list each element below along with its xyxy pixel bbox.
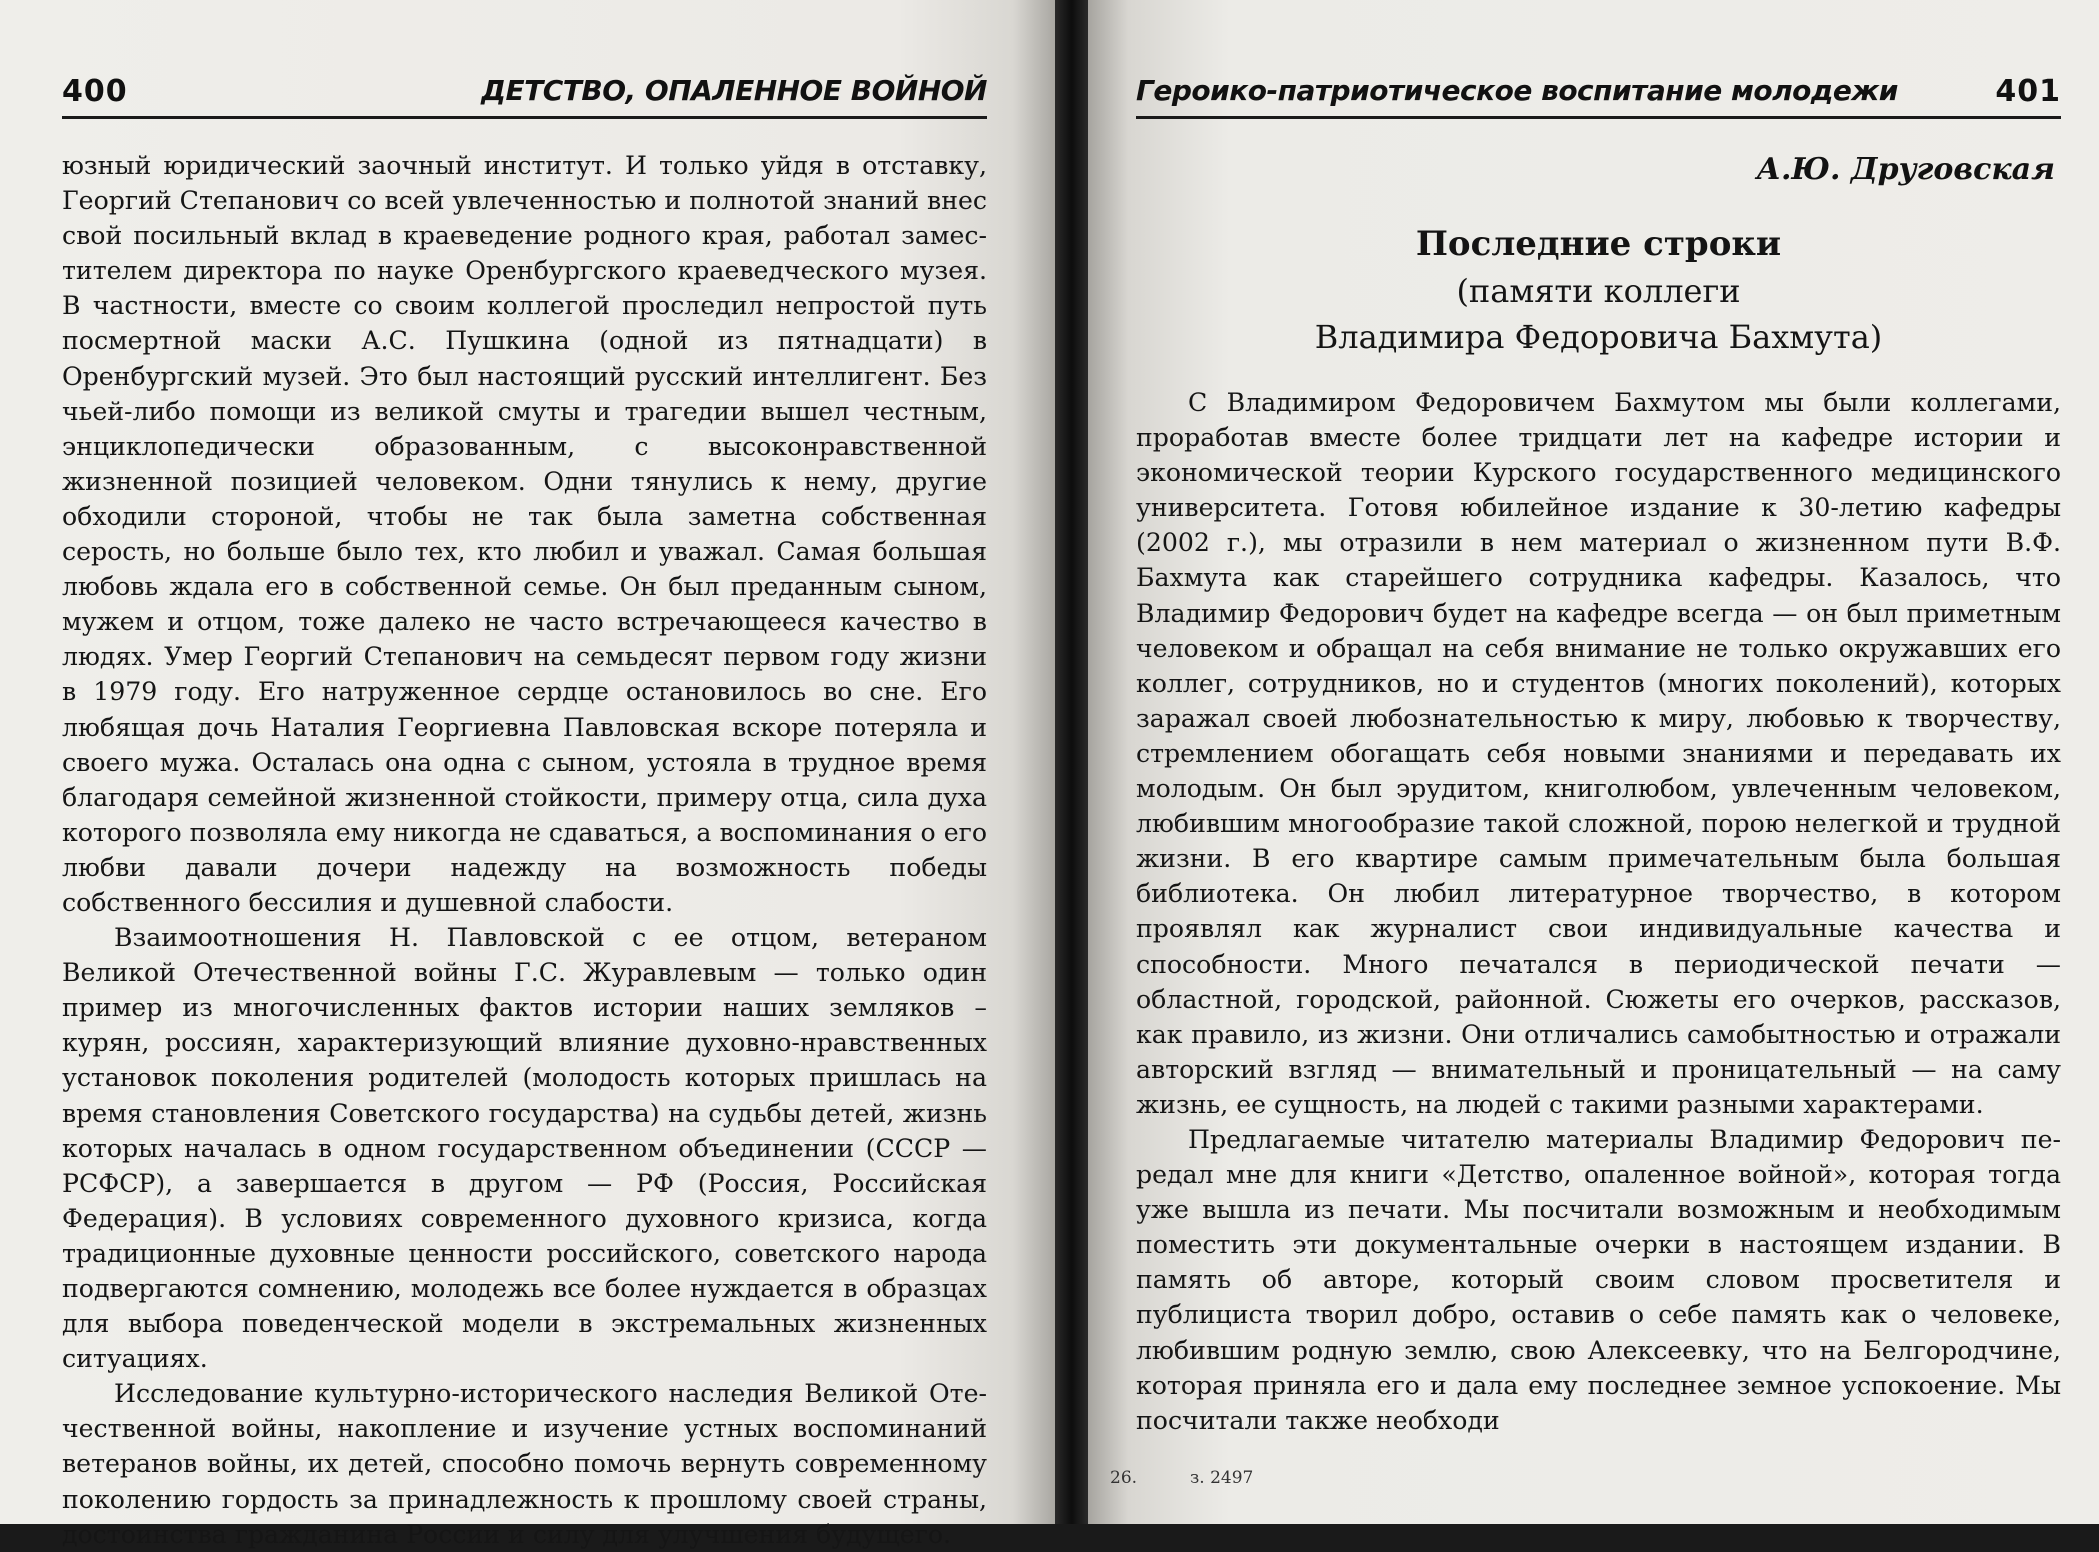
article-author: А.Ю. Друговская: [1756, 152, 2055, 187]
right-running-head: [1136, 62, 2061, 119]
right-paragraph-1: С Владимиром Федоровичем Бахмутом мы были коллегами, проработав вместе более тридцати лет на кафедре истории и экономической теории Курского государственного медицинского университета. Готовя юбилейное издание к 30-летию кафедры (2002 г.), мы отразили в нем материал о жизненном пути В.Ф. Бахмута как старейшего сотрудника кафедры. Казалось, что Владимир Федорович будет на кафедре всегда — он был приметным человеком и обращал на себя внимание не только окружавших его коллег, сотрудников, но и студентов (многих поколений), которых заражал своей любознательностью к миру, любовью к творчеству, стремлением обогащать себя новыми знаниями и передавать их молодым. Он был эрудитом, книголюбом, увлеченным человеком, любившим многообразие такой сложной, порою нелегкой и трудной жизни. В его квартире самым примечательным была большая библиотека. Он любил литературное творчество, в котором проявлял как журналист свои индивидуальные качества и способности. Много печатался в периодической печати — областной, городской, районной. Сюжеты его очерков, рассказов, как правило, из жизни. Они отличались самобытностью и отражали авторский взгляд — внимательный и проницательный — на саму жизнь, ее сущность, на людей с такими разными характерами.: [1136, 388, 2061, 1119]
article-subtitle-line1: (памяти коллеги: [1456, 272, 1741, 310]
print-order-mark: з. 2497: [1190, 1468, 1254, 1488]
article-title-main: Последние строки: [1415, 224, 1782, 264]
right-paragraph-2: Предлагаемые читателю материалы Владимир Федорович передал мне для книги «Детство, опаленное войной», которая тогда уже вышла из печати. Мы посчитали возможным и необходимым поместить эти документальные очерки в настоящем издании. В память об авторе, который своим словом просветителя и публициста творил добро, оставив о себе память как о человеке, любившим родную землю, свою Алексеевку, что на Белгородчине, которая приняла его и дала ему последнее земное успокоение. Мы посчитали также необходи: [1136, 1124, 2061, 1435]
book-gutter: [1055, 0, 1088, 1524]
left-running-title: ДЕТСТВО, ОПАЛЕННОЕ ВОЙНОЙ: [481, 74, 987, 107]
right-running-title: Героико-патриотическое воспитание молодежи: [1136, 74, 1898, 107]
page-number-left: 400: [62, 74, 128, 109]
left-body-text: [62, 148, 987, 1552]
article-subtitle-line2: Владимира Федоровича Бахмута): [1314, 318, 1883, 356]
right-page: [1088, 0, 2099, 1524]
right-body-text: [1136, 385, 2061, 1438]
left-paragraph-2: Взаимоотношения Н. Павловской с ее отцом, ветераном Великой Отечественной войны Г.С. Журавлевым — только один пример из многочисленных фактов истории наших земляков – курян, россиян, характеризующий влияние духовно-нравственных установок поколения родителей (молодость которых пришлась на время становления Советского государства) на судьбы детей, жизнь которых началась в одном государственном объединении (СССР — РСФСР), а завершается в другом — РФ (Россия, Российская Федерация). В условиях современного духовного кризиса, когда традиционные духовные ценности российского, советского народа подвергаются сомнению, молодежь все более нуждается в образцах для выбора поведенческой модели в экстремальных жизненных ситуациях.: [62, 923, 987, 1374]
left-running-head: [62, 62, 987, 119]
article-title: [1136, 220, 2061, 360]
left-paragraph-1: юзный юридический заочный институт. И только уйдя в отставку, Георгий Степанович со всей увлеченностью и полнотой знаний внес свой посильный вклад в краеведение родного края, работал заместителем директора по науке Оренбургского краеведческого музея. В частности, вместе со своим коллегой проследил непростой путь посмертной маски А.С. Пушкина (одной из пятнадцати) в Оренбургский музей. Это был настоящий русский интеллигент. Без чьей-либо помощи из великой смуты и трагедии вышел честным, энциклопедически образованным, с высоконравственной жизненной позицией человеком. Одни тянулись к нему, другие обходили стороной, чтобы не так была заметна собственная серость, но больше было тех, кто любил и уважал. Самая большая любовь ждала его в собственной семье. Он был преданным сыном, мужем и отцом, тоже далеко не часто встречающееся качество в людях. Умер Георгий Степанович на семьдесят первом году жизни в 1979 году. Его натруженное сердце остановилось во сне. Его любящая дочь Наталия Георгиевна Павловская вскоре потеряла и своего мужа. Осталась она одна с сыном, устояла в трудное время благодаря семейной жизненной стойкости, примеру отца, сила духа которого позволяла ему никогда не сдаваться, а воспоминания о его любви давали дочери надежду на возможность победы собственного бессилия и душевной слабости.: [62, 151, 987, 917]
page-number-right: 401: [1995, 74, 2061, 109]
signature-mark: 26.: [1110, 1468, 1138, 1488]
left-paragraph-3: Исследование культурно-исторического наследия Великой Отечественной войны, накопление и изучение устных воспоминаний ветеранов войны, их детей, способно помочь вернуть современному поколению гордость за принадлежность к прошлому своей страны, достоинства гражданина России и силу для улучшения будущего.: [62, 1379, 987, 1549]
